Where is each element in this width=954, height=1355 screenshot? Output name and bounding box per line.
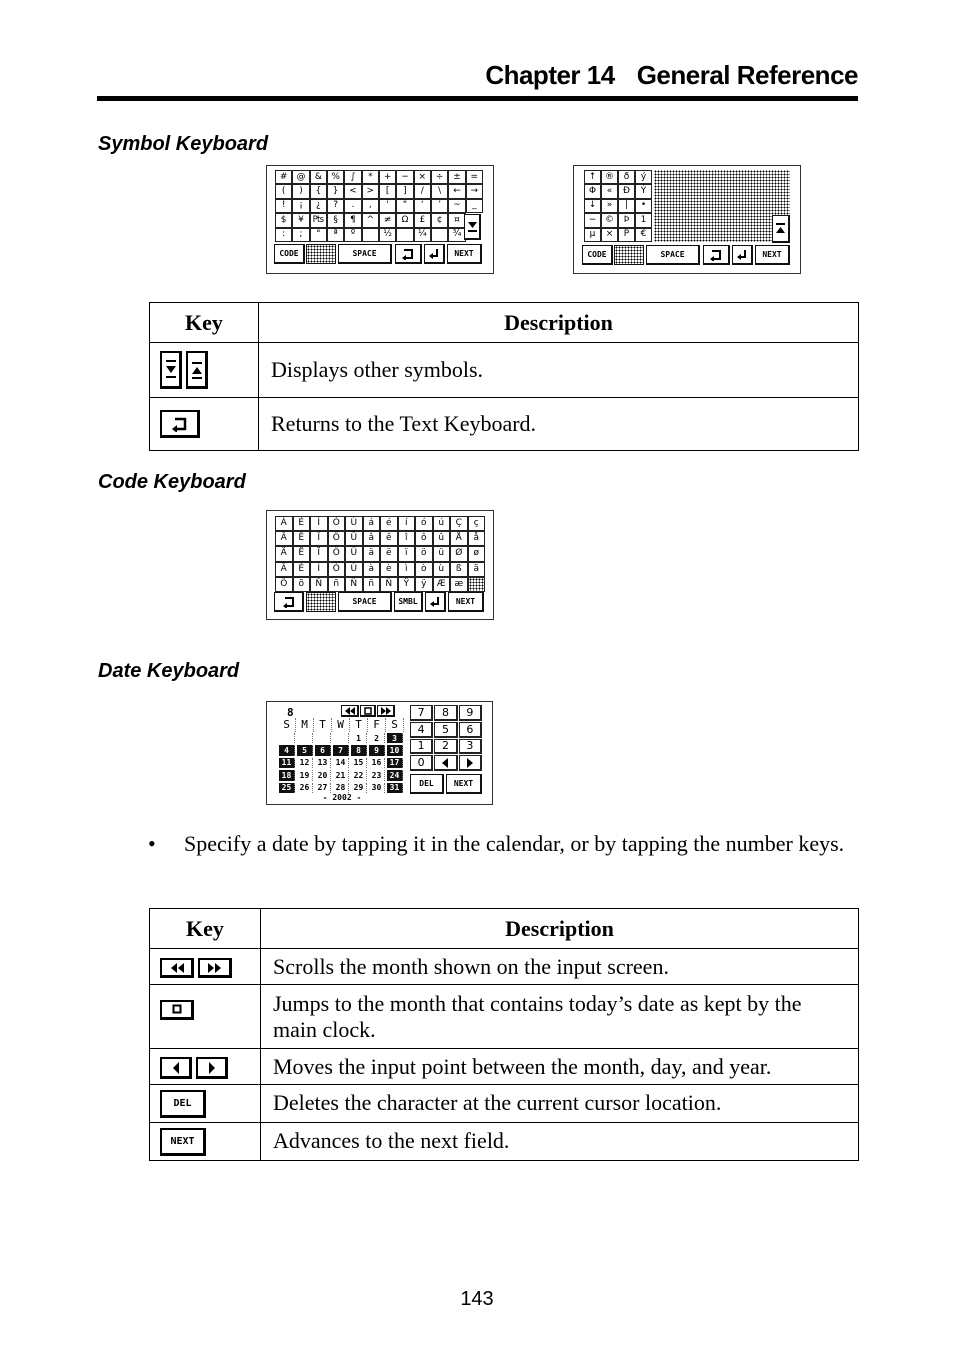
space-key[interactable]: SPACE — [646, 245, 700, 265]
symbol-key[interactable]: { — [310, 184, 327, 198]
symbol-key[interactable]: − — [396, 170, 413, 184]
enter-icon — [428, 248, 440, 260]
symbol-key[interactable]: ¼ — [414, 228, 431, 242]
description-cell: Moves the input point between the month, day, and year. — [261, 1049, 859, 1085]
calendar-day[interactable]: 24 — [387, 770, 403, 780]
symbol-key[interactable]: * — [362, 170, 379, 184]
code-key[interactable]: Â — [275, 531, 293, 546]
symbol-key[interactable]: / — [414, 184, 431, 198]
table-row — [150, 949, 859, 985]
symbol-key[interactable]: ↓ — [584, 199, 601, 213]
blank-key — [614, 245, 644, 265]
return-text-keyboard-button[interactable] — [395, 244, 422, 264]
code-key[interactable]: Ì — [310, 562, 328, 577]
code-key[interactable]: Ç — [450, 516, 468, 531]
symbol-key[interactable]: P — [618, 228, 635, 242]
symbol-key[interactable]: ¾ — [448, 228, 465, 242]
symbol-key[interactable]: ð — [618, 170, 635, 184]
calendar-day[interactable]: 22 — [351, 770, 367, 780]
table-row — [150, 1085, 859, 1123]
code-grid — [275, 516, 485, 592]
code-key[interactable]: Ÿ — [398, 577, 416, 592]
symbol-key[interactable]: . — [344, 199, 361, 213]
table-row — [150, 343, 859, 398]
symbol-key[interactable]: → — [466, 184, 483, 198]
enter-key[interactable] — [732, 245, 753, 265]
symbol-key[interactable]: − — [584, 213, 601, 227]
chapter-number: Chapter 14 — [485, 60, 615, 90]
calendar-empty — [315, 733, 331, 743]
code-key[interactable]: Û — [345, 531, 363, 546]
code-key[interactable]: Ã — [275, 562, 293, 577]
calendar-day[interactable]: 26 — [297, 783, 313, 793]
key-cell — [150, 949, 261, 985]
chapter-header — [97, 60, 858, 91]
symbol-key[interactable]: , — [362, 199, 379, 213]
weekday-label: M — [296, 718, 314, 732]
symbol-key[interactable]: ≠ — [379, 213, 396, 227]
calendar-day[interactable]: 17 — [387, 758, 403, 768]
number-key[interactable]: 3 — [459, 739, 482, 755]
header-description: Description — [261, 909, 859, 949]
symbol-key[interactable]: # — [275, 170, 292, 184]
scroll-down-icon — [467, 218, 478, 236]
symbol-key[interactable]: ÷ — [431, 170, 448, 184]
symbol-key[interactable]: ° — [310, 228, 327, 242]
code-key[interactable]: å — [468, 531, 486, 546]
number-key[interactable]: 5 — [434, 722, 457, 738]
code-key[interactable]: Æ — [433, 577, 451, 592]
symbol-key[interactable]: Þ — [618, 213, 635, 227]
code-key[interactable]: Ä — [275, 546, 293, 561]
calendar-day[interactable]: 16 — [369, 758, 385, 768]
symbol-keys-table — [149, 302, 859, 451]
code-key[interactable]: Å — [450, 531, 468, 546]
symbol-key[interactable]: ª — [327, 228, 344, 242]
calendar-empty — [297, 733, 313, 743]
symbol-key[interactable]: > — [362, 184, 379, 198]
calendar-empty — [279, 733, 295, 743]
symbol-key[interactable]: ] — [396, 184, 413, 198]
rewind-icon — [344, 707, 356, 715]
calendar-day[interactable]: 11 — [279, 758, 295, 768]
next-key[interactable]: NEXT — [447, 244, 482, 264]
symbol-key[interactable]: \ — [431, 184, 448, 198]
weekday-label: F — [368, 718, 386, 732]
del-key-icon: DEL — [160, 1090, 206, 1118]
symbol-key[interactable]: • — [635, 199, 652, 213]
code-key[interactable]: à — [363, 562, 381, 577]
symbol-key[interactable]: SMBL — [394, 592, 423, 612]
code-key[interactable]: ú — [433, 516, 451, 531]
section-title-date: Date Keyboard — [98, 660, 240, 682]
symbol-key[interactable]: ¡ — [292, 199, 309, 213]
code-key[interactable]: ô — [415, 531, 433, 546]
number-key[interactable]: 9 — [459, 705, 482, 721]
symbol-key[interactable]: " — [396, 199, 413, 213]
blank-area — [654, 170, 790, 242]
header-rule — [97, 96, 858, 101]
symbol-key[interactable] — [431, 228, 448, 242]
code-key[interactable]: Ñ — [345, 577, 363, 592]
code-key[interactable]: ê — [380, 531, 398, 546]
header-key: Key — [150, 303, 259, 343]
scroll-up-key-icon — [186, 351, 208, 389]
weekday-label: T — [350, 718, 368, 732]
enter-icon — [736, 249, 748, 261]
code-key[interactable]: õ — [293, 577, 311, 592]
symbol-key[interactable]: < — [344, 184, 361, 198]
symbol-key[interactable]: + — [379, 170, 396, 184]
code-key[interactable]: Ê — [293, 531, 311, 546]
calendar-day[interactable]: 5 — [297, 745, 313, 755]
date-keys-table — [149, 908, 859, 1161]
table-header-row — [150, 909, 859, 949]
weekday-label: W — [332, 718, 350, 732]
symbol-key[interactable]: 1 — [635, 213, 652, 227]
symbol-key[interactable]: µ — [584, 228, 601, 242]
symbol-key[interactable]: ← — [448, 184, 465, 198]
calendar-day[interactable]: 13 — [315, 758, 331, 768]
section-title-symbol: Symbol Keyboard — [98, 133, 269, 155]
key-cell — [150, 398, 259, 451]
page-number: 143 — [460, 1288, 494, 1310]
symbol-key[interactable]: º — [344, 228, 361, 242]
calendar-day[interactable]: 29 — [351, 783, 367, 793]
weekday-label: T — [314, 718, 332, 732]
symbol-key[interactable]: € — [635, 228, 652, 242]
number-key[interactable]: 8 — [434, 705, 457, 721]
description-cell: Scrolls the month shown on the input screen. — [261, 949, 859, 985]
symbol-key[interactable]: ¶ — [344, 213, 361, 227]
symbol-key[interactable]: Φ — [584, 184, 601, 198]
code-keyboard-screen — [266, 510, 494, 620]
enter-icon — [429, 596, 441, 608]
calendar-day[interactable]: 6 — [315, 745, 331, 755]
return-icon — [401, 248, 415, 260]
symbol-key[interactable]: @ — [292, 170, 309, 184]
cursor-left-button[interactable] — [434, 755, 457, 771]
code-key[interactable]: ò — [415, 562, 433, 577]
code-key[interactable]: Ë — [293, 546, 311, 561]
symbol-key[interactable]: ¤ — [448, 213, 465, 227]
number-key[interactable]: 2 — [434, 739, 457, 755]
symbol-key[interactable]: ? — [327, 199, 344, 213]
blank-key — [306, 244, 336, 264]
code-key[interactable]: Ì — [310, 516, 328, 531]
symbol-key[interactable]: ý — [635, 170, 652, 184]
next-key[interactable]: NEXT — [755, 245, 790, 265]
symbol-key[interactable]: ~ — [448, 199, 465, 213]
code-key[interactable]: Ú — [345, 516, 363, 531]
next-key-icon: NEXT — [160, 1128, 206, 1156]
code-key[interactable]: Ï — [310, 546, 328, 561]
symbol-key[interactable]: × — [601, 228, 618, 242]
symbol-key[interactable]: = — [466, 170, 483, 184]
number-key[interactable]: 1 — [410, 739, 433, 755]
weekday-label: S — [386, 718, 404, 732]
code-key[interactable]: Ü — [345, 546, 363, 561]
today-button[interactable] — [360, 705, 376, 717]
calendar-year: - 2002 - — [322, 793, 362, 802]
code-key[interactable]: Ò — [328, 562, 346, 577]
space-key[interactable]: SPACE — [338, 592, 392, 612]
blank-key — [306, 592, 336, 612]
symbol-key[interactable]: ! — [275, 199, 292, 213]
symbol-key[interactable]: « — [601, 184, 618, 198]
code-key[interactable]: È — [293, 562, 311, 577]
table-row — [150, 985, 859, 1049]
code-key[interactable]: ä — [363, 546, 381, 561]
symbol-key[interactable]: ® — [601, 170, 618, 184]
symbol-key[interactable]: } — [327, 184, 344, 198]
calendar-day[interactable]: 3 — [387, 733, 403, 743]
bullet-text: Specify a date by tapping it in the calendar, or by tapping the number keys. — [184, 831, 845, 856]
today-key-icon — [160, 1000, 194, 1020]
code-key[interactable]: æ — [450, 577, 468, 592]
calendar-day[interactable]: 19 — [297, 770, 313, 780]
code-key[interactable]: â — [363, 531, 381, 546]
code-key[interactable]: Ô — [328, 531, 346, 546]
code-key[interactable]: é — [380, 516, 398, 531]
code-key[interactable]: ü — [433, 546, 451, 561]
symbol-key[interactable]: _ — [466, 199, 483, 213]
symbol-key[interactable]: | — [618, 199, 635, 213]
symbol-key[interactable]: ± — [448, 170, 465, 184]
scroll-down-button[interactable] — [464, 214, 481, 240]
right-arrow-icon — [466, 758, 474, 768]
chapter-title: General Reference — [636, 60, 858, 90]
date-keyboard-screen — [266, 701, 493, 805]
table-header-row — [150, 303, 859, 343]
code-key — [468, 577, 486, 592]
symbol-key[interactable] — [362, 228, 379, 242]
right-arrow-key-icon — [196, 1057, 228, 1079]
today-icon — [364, 707, 372, 715]
code-key[interactable]: û — [433, 531, 451, 546]
scroll-up-icon — [775, 220, 786, 238]
return-text-keyboard-button[interactable] — [703, 245, 730, 265]
calendar-day[interactable]: 8 — [351, 745, 367, 755]
symbol-key[interactable]: ½ — [379, 228, 396, 242]
fast-forward-key-icon — [198, 958, 232, 978]
code-key[interactable]: î — [398, 531, 416, 546]
calendar-day[interactable]: 10 — [387, 745, 403, 755]
symbol-key[interactable]: & — [310, 170, 327, 184]
symbol-key[interactable]: » — [601, 199, 618, 213]
fast-forward-icon — [380, 707, 392, 715]
code-key[interactable]: ñ — [328, 577, 346, 592]
symbol-key[interactable]: Ω — [396, 213, 413, 227]
calendar-day[interactable]: 7 — [333, 745, 349, 755]
calendar-day[interactable]: 4 — [279, 745, 295, 755]
number-pad — [410, 705, 482, 771]
calendar-day[interactable]: 27 — [315, 783, 331, 793]
symbol-key[interactable]: Ð — [618, 184, 635, 198]
code-key[interactable]: ç — [468, 516, 486, 531]
number-key[interactable]: 4 — [410, 722, 433, 738]
code-key[interactable]: ø — [468, 546, 486, 561]
code-key[interactable]: É — [293, 516, 311, 531]
symbol-key[interactable]: £ — [414, 213, 431, 227]
description-cell: Returns to the Text Keyboard. — [259, 398, 859, 451]
number-key[interactable]: 6 — [459, 722, 482, 738]
code-key[interactable]: í — [398, 516, 416, 531]
enter-key[interactable] — [424, 244, 445, 264]
symbol-key[interactable]: : — [275, 228, 292, 242]
code-key[interactable]: Ó — [328, 516, 346, 531]
key-cell — [150, 1085, 261, 1123]
description-cell: Advances to the next field. — [261, 1122, 859, 1160]
code-key[interactable]: ù — [433, 562, 451, 577]
code-key[interactable]: ë — [380, 546, 398, 561]
cursor-right-button[interactable] — [459, 755, 482, 771]
symbol-key[interactable]: [ — [379, 184, 396, 198]
code-key[interactable]: Ö — [328, 546, 346, 561]
symbol-key[interactable]: % — [327, 170, 344, 184]
symbol-grid-2 — [584, 170, 652, 242]
prev-month-button[interactable] — [341, 705, 359, 717]
calendar-day[interactable]: 21 — [333, 770, 349, 780]
key-cell — [150, 1122, 261, 1160]
symbol-grid-1 — [275, 170, 483, 242]
symbol-key[interactable] — [396, 228, 413, 242]
code-key[interactable]: ó — [415, 516, 433, 531]
key-cell — [150, 343, 259, 398]
code-key[interactable]: ï — [398, 546, 416, 561]
table-row — [150, 1049, 859, 1085]
enter-key[interactable] — [425, 592, 446, 612]
header-description: Description — [259, 303, 859, 343]
calendar-day[interactable]: 2 — [369, 733, 385, 743]
code-key[interactable]: ñ — [363, 577, 381, 592]
symbol-key[interactable]: Ý — [635, 184, 652, 198]
symbol-key[interactable]: $ — [275, 213, 292, 227]
header-key: Key — [150, 909, 261, 949]
code-key[interactable]: Ñ — [380, 577, 398, 592]
code-key[interactable]: ì — [398, 562, 416, 577]
bullet-item — [148, 830, 858, 857]
code-key[interactable]: Î — [310, 531, 328, 546]
left-arrow-key-icon — [160, 1057, 192, 1079]
calendar-grid — [278, 718, 404, 794]
symbol-key[interactable]: ( — [275, 184, 292, 198]
next-key[interactable]: NEXT — [448, 592, 484, 612]
weekday-label: S — [278, 718, 296, 732]
section-title-code: Code Keyboard — [98, 471, 246, 493]
symbol-key[interactable]: § — [327, 213, 344, 227]
return-text-keyboard-button[interactable] — [274, 592, 304, 612]
symbol-key[interactable]: ¿ — [310, 199, 327, 213]
description-cell: Displays other symbols. — [259, 343, 859, 398]
code-key[interactable]: Ñ — [310, 577, 328, 592]
code-key[interactable]: ÿ — [415, 577, 433, 592]
number-key[interactable]: 7 — [410, 705, 433, 721]
calendar-day[interactable]: 23 — [369, 770, 385, 780]
symbol-keyboard-screen-1 — [266, 165, 494, 274]
rewind-key-icon — [160, 958, 194, 978]
calendar-day[interactable]: 9 — [369, 745, 385, 755]
symbol-keyboard-screen-2 — [573, 165, 801, 274]
symbol-key[interactable]: © — [601, 213, 618, 227]
calendar-day[interactable]: 18 — [279, 770, 295, 780]
calendar-day[interactable]: 20 — [315, 770, 331, 780]
calendar-day[interactable]: 25 — [279, 783, 295, 793]
code-key[interactable]: Ø — [450, 546, 468, 561]
code-key[interactable]: ö — [415, 546, 433, 561]
description-cell: Deletes the character at the current cursor location. — [261, 1085, 859, 1123]
return-key-icon — [160, 410, 200, 438]
next-key[interactable]: NEXT — [446, 774, 482, 794]
symbol-key[interactable]: ) — [292, 184, 309, 198]
calendar-day[interactable]: 31 — [387, 783, 403, 793]
symbol-key[interactable]: ; — [292, 228, 309, 242]
number-key[interactable]: 0 — [410, 755, 433, 771]
symbol-key[interactable]: ^ — [362, 213, 379, 227]
calendar-empty — [333, 733, 349, 743]
code-key[interactable]: CODE — [582, 245, 613, 265]
symbol-key[interactable]: × — [414, 170, 431, 184]
key-cell — [150, 985, 261, 1049]
calendar-month: 8 — [287, 706, 294, 719]
next-month-button[interactable] — [377, 705, 395, 717]
return-icon — [709, 249, 723, 261]
table-row — [150, 398, 859, 451]
calendar-day[interactable]: 12 — [297, 758, 313, 768]
code-key[interactable]: á — [363, 516, 381, 531]
space-key[interactable]: SPACE — [338, 244, 392, 264]
symbol-key[interactable]: ₧ — [310, 213, 327, 227]
code-key[interactable]: ã — [468, 562, 486, 577]
calendar-day[interactable]: 15 — [351, 758, 367, 768]
code-key[interactable]: Õ — [275, 577, 293, 592]
scroll-down-key-icon — [160, 351, 182, 389]
code-key[interactable]: À — [275, 516, 293, 531]
symbol-key[interactable]: ¢ — [431, 213, 448, 227]
code-key[interactable]: CODE — [274, 244, 305, 264]
return-icon — [282, 596, 296, 608]
bullet-dot: • — [148, 831, 156, 856]
calendar-day[interactable]: 1 — [351, 733, 367, 743]
code-key[interactable]: è — [380, 562, 398, 577]
symbol-key[interactable]: ∫ — [344, 170, 361, 184]
symbol-key[interactable]: ’ — [431, 199, 448, 213]
code-key[interactable]: Ù — [345, 562, 363, 577]
symbol-key[interactable]: ↑ — [584, 170, 601, 184]
calendar-day[interactable]: 30 — [369, 783, 385, 793]
delete-key[interactable]: DEL — [410, 774, 444, 794]
symbol-key[interactable]: ¥ — [292, 213, 309, 227]
description-cell: Jumps to the month that contains today’s date as kept by the main clock. — [261, 985, 859, 1049]
table-row — [150, 1122, 859, 1160]
calendar-day[interactable]: 28 — [333, 783, 349, 793]
symbol-key[interactable]: ‘ — [414, 199, 431, 213]
code-key[interactable]: ß — [450, 562, 468, 577]
symbol-key[interactable]: ' — [379, 199, 396, 213]
calendar-day[interactable]: 14 — [333, 758, 349, 768]
left-arrow-icon — [441, 758, 449, 768]
key-cell — [150, 1049, 261, 1085]
scroll-up-button[interactable] — [772, 215, 790, 243]
